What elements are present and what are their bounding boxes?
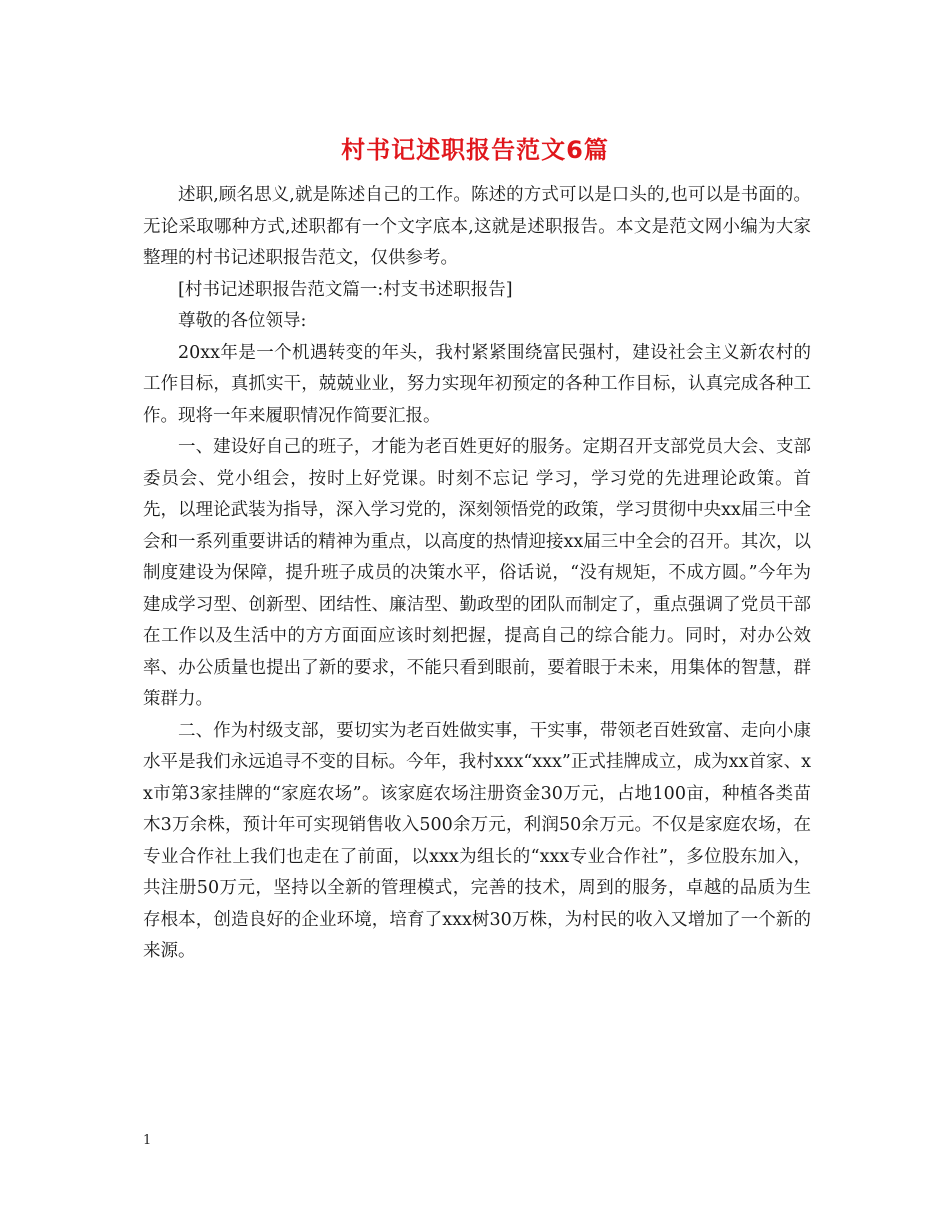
page-number: 1: [143, 1133, 152, 1148]
document-title: 村书记述职报告范文6篇: [341, 136, 609, 164]
paragraph-intro: 述职,顾名思义,就是陈述自己的工作。陈述的方式可以是口头的,也可以是书面的。无论采取哪种方式,述职都有一个文字底本,这就是述职报告。本文是范文网小编为大家整理的村书记述职报告范文，仅供参考。: [143, 185, 811, 268]
paragraph-point-two: 二、作为村级支部，要切实为老百姓做实事，干实事，带领老百姓致富、走向小康水平是我们永远追寻不变的目标。今年，我村xxx“xxx”正式挂牌成立，成为xx首家、xx市第3家挂牌的“家庭农场”。该家庭农场注册资金30万元，占地100亩，种植各类苗木3万余株，预计年可实现销售收入500余万元，利润50余万元。不仅是家庭农场，在专业合作社上我们也走在了前面，以xxx为组长的“xxx专业合作社”，多位股东加入，共注册50万元，坚持以全新的管理模式，完善的技术，周到的服务，卓越的品质为生存根本，创造良好的企业环境，培育了xxx树30万株，为村民的收入又增加了一个新的来源。: [143, 720, 811, 961]
paragraph-overview: 20xx年是一个机遇转变的年头，我村紧紧围绕富民强村，建设社会主义新农村的工作目标，真抓实干，兢兢业业，努力实现年初预定的各种工作目标，认真完成各种工作。现将一年来履职情况作简要汇报。: [143, 342, 811, 426]
paragraph-point-one: 一、建设好自己的班子，才能为老百姓更好的服务。定期召开支部党员大会、支部委员会、党小组会，按时上好党课。时刻不忘记 学习，学习党的先进理论政策。首先，以理论武装为指导，深入学习党的，深刻领悟党的政策，学习贯彻中央xx届三中全会和一系列重要讲话的精神为重点，以高度的热情迎接xx届三中全会的召开。其次，以制度建设为保障，提升班子成员的决策水平，俗话说，“没有规矩，不成方圆。”今年为建成学习型、创新型、团结性、廉洁型、勤政型的团队而制定了，重点强调了党员干部在工作以及生活中的方方面面应该时刻把握，提高自己的综合能力。同时，对办公效率、办公质量也提出了新的要求，不能只看到眼前，要着眼于未来，用集体的智慧，群策群力。: [143, 437, 811, 709]
paragraph-section-heading: [村书记述职报告范文篇一:村支书述职报告]: [178, 279, 513, 300]
paragraph-salutation: 尊敬的各位领导:: [178, 311, 307, 331]
document-body: [143, 180, 811, 968]
